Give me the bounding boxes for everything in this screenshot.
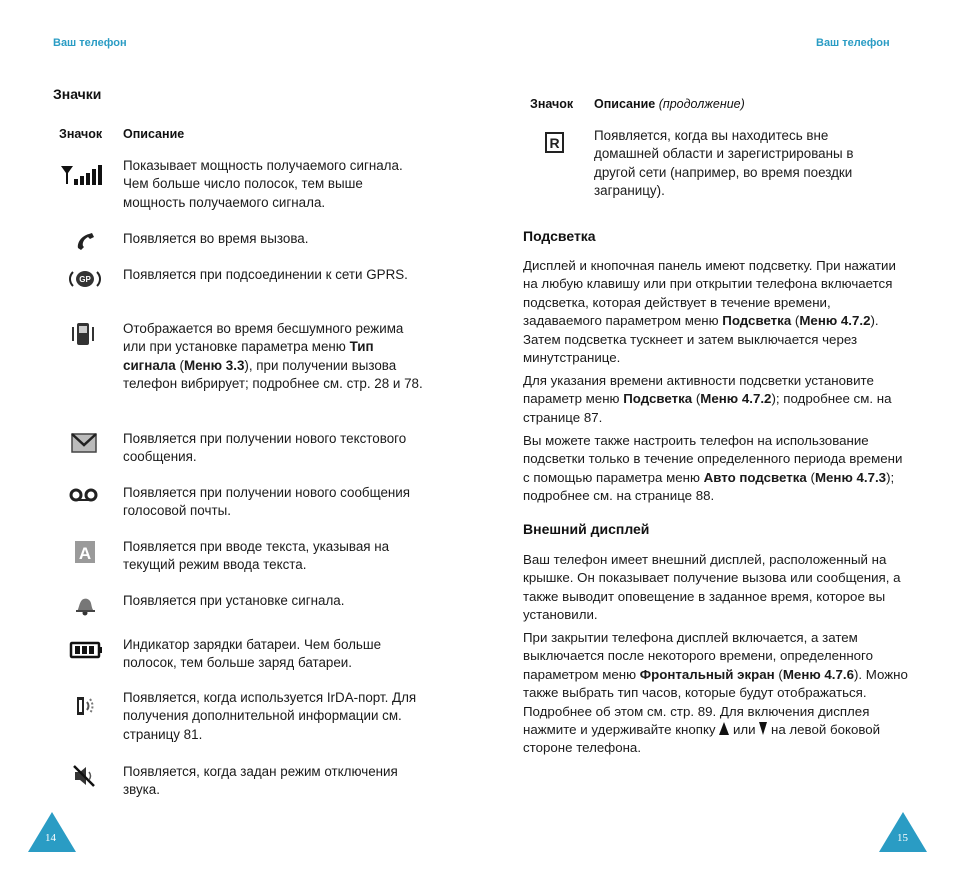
row-text-voicemail: Появляется при получении нового сообщения голосовой почты. bbox=[123, 485, 411, 519]
backlight-paragraph-2: Для указания времени активности подсветки установите параметр меню Подсветка (Меню 4.7.2); подробнее см. на странице 87. bbox=[523, 373, 892, 425]
text-input-icon bbox=[74, 540, 102, 566]
external-display-paragraph-2: При закрытии телефона дисплей включается, а затем выключается после некоторого времени, определенного параметром меню Фронтальный экран (Меню 4.7.6). Можно также выбрать тип часов, которые будут отображаться. Подробнее об этом см. стр. 89. Для включения дисплея нажмите и удерживайте кнопку или на левой боковой стороне телефона. bbox=[523, 630, 908, 756]
column-head-description: Описание bbox=[123, 127, 185, 141]
voicemail-icon bbox=[68, 485, 100, 511]
call-handset-icon bbox=[75, 231, 103, 257]
signal-strength-icon bbox=[60, 163, 106, 189]
volume-up-key-icon bbox=[719, 722, 729, 735]
column-head-icon-right: Значок bbox=[530, 97, 574, 111]
row-text-text-input: Появляется при вводе текста, указывая на текущий режим ввода текста. bbox=[123, 539, 390, 573]
mute-speaker-icon bbox=[72, 764, 100, 790]
row-text-roaming: Появляется, когда вы находитесь вне домашней области и зарегистрированы в другой сети (например, во время поездки заграницу). bbox=[594, 128, 854, 199]
vibrate-icon bbox=[70, 321, 98, 347]
svg-text:GP: GP bbox=[79, 275, 91, 284]
row-text-battery: Индикатор зарядки батареи. Чем больше полосок, тем больше заряд батареи. bbox=[123, 637, 382, 671]
row-text-alarm: Появляется при установке сигнала. bbox=[123, 593, 345, 608]
row-text-call: Появляется во время вызова. bbox=[123, 231, 309, 246]
roaming-icon bbox=[543, 130, 571, 156]
gprs-icon bbox=[67, 267, 103, 293]
alarm-bell-icon bbox=[73, 593, 101, 619]
external-display-paragraph-1: Ваш телефон имеет внешний дисплей, расположенный на крышке. Он показывает получение вызова или сообщения, а также выводит оповещение в заданное время, которое вы установили. bbox=[523, 552, 901, 623]
running-header-right: Ваш телефон bbox=[816, 37, 890, 49]
column-head-description-right: Описание (продолжение) bbox=[594, 97, 745, 111]
row-text-envelope: Появляется при получении нового текстового сообщения. bbox=[123, 431, 407, 465]
svg-text:A: A bbox=[78, 544, 92, 563]
row-text-signal: Показывает мощность получаемого сигнала. Чем больше число полосок, тем выше мощность получаемого сигнала. bbox=[123, 158, 403, 210]
section-title-backlight: Подсветка bbox=[523, 228, 596, 244]
row-text-mute: Появляется, когда задан режим отключения звука. bbox=[123, 764, 398, 798]
row-text-gprs: Появляется при подсоединении к сети GPRS. bbox=[123, 267, 408, 282]
envelope-icon bbox=[71, 432, 99, 458]
row-text-irda: Появляется, когда используется IrDA-порт. Для получения дополнительной информации см. страницу 81. bbox=[123, 690, 417, 742]
running-header-left: Ваш телефон bbox=[53, 37, 127, 49]
continuation-note: (продолжение) bbox=[658, 97, 745, 111]
battery-icon bbox=[69, 640, 103, 666]
backlight-paragraph-3: Вы можете также настроить телефон на использование подсветки только в течение определенного периода времени с помощью параметра меню Авто подсветка (Меню 4.7.3); подробнее см. на странице 88. bbox=[523, 433, 903, 504]
backlight-paragraph-1: Дисплей и кнопочная панель имеют подсветку. При нажатии на любую клавишу или при открытии телефона включается подсветка, которая действует в течение времени, задаваемого параметром меню Подсветка (Меню 4.7.2). Затем подсветка тускнеет и затем выключается через минутстранице. bbox=[523, 258, 896, 366]
page-number-right: 15 bbox=[897, 832, 908, 844]
page-number-left: 14 bbox=[45, 832, 56, 844]
row-text-vibrate: Отображается во время бесшумного режима или при установке параметра меню Тип сигнала (Меню 3.3), при получении вызова телефон вибрирует; подробнее см. стр. 28 и 78. bbox=[123, 321, 423, 392]
irda-icon bbox=[74, 694, 102, 720]
section-title-external-display: Внешний дисплей bbox=[523, 521, 650, 537]
svg-text:R: R bbox=[549, 135, 560, 151]
column-head-icon: Значок bbox=[59, 127, 103, 141]
section-title-icons: Значки bbox=[53, 86, 102, 102]
